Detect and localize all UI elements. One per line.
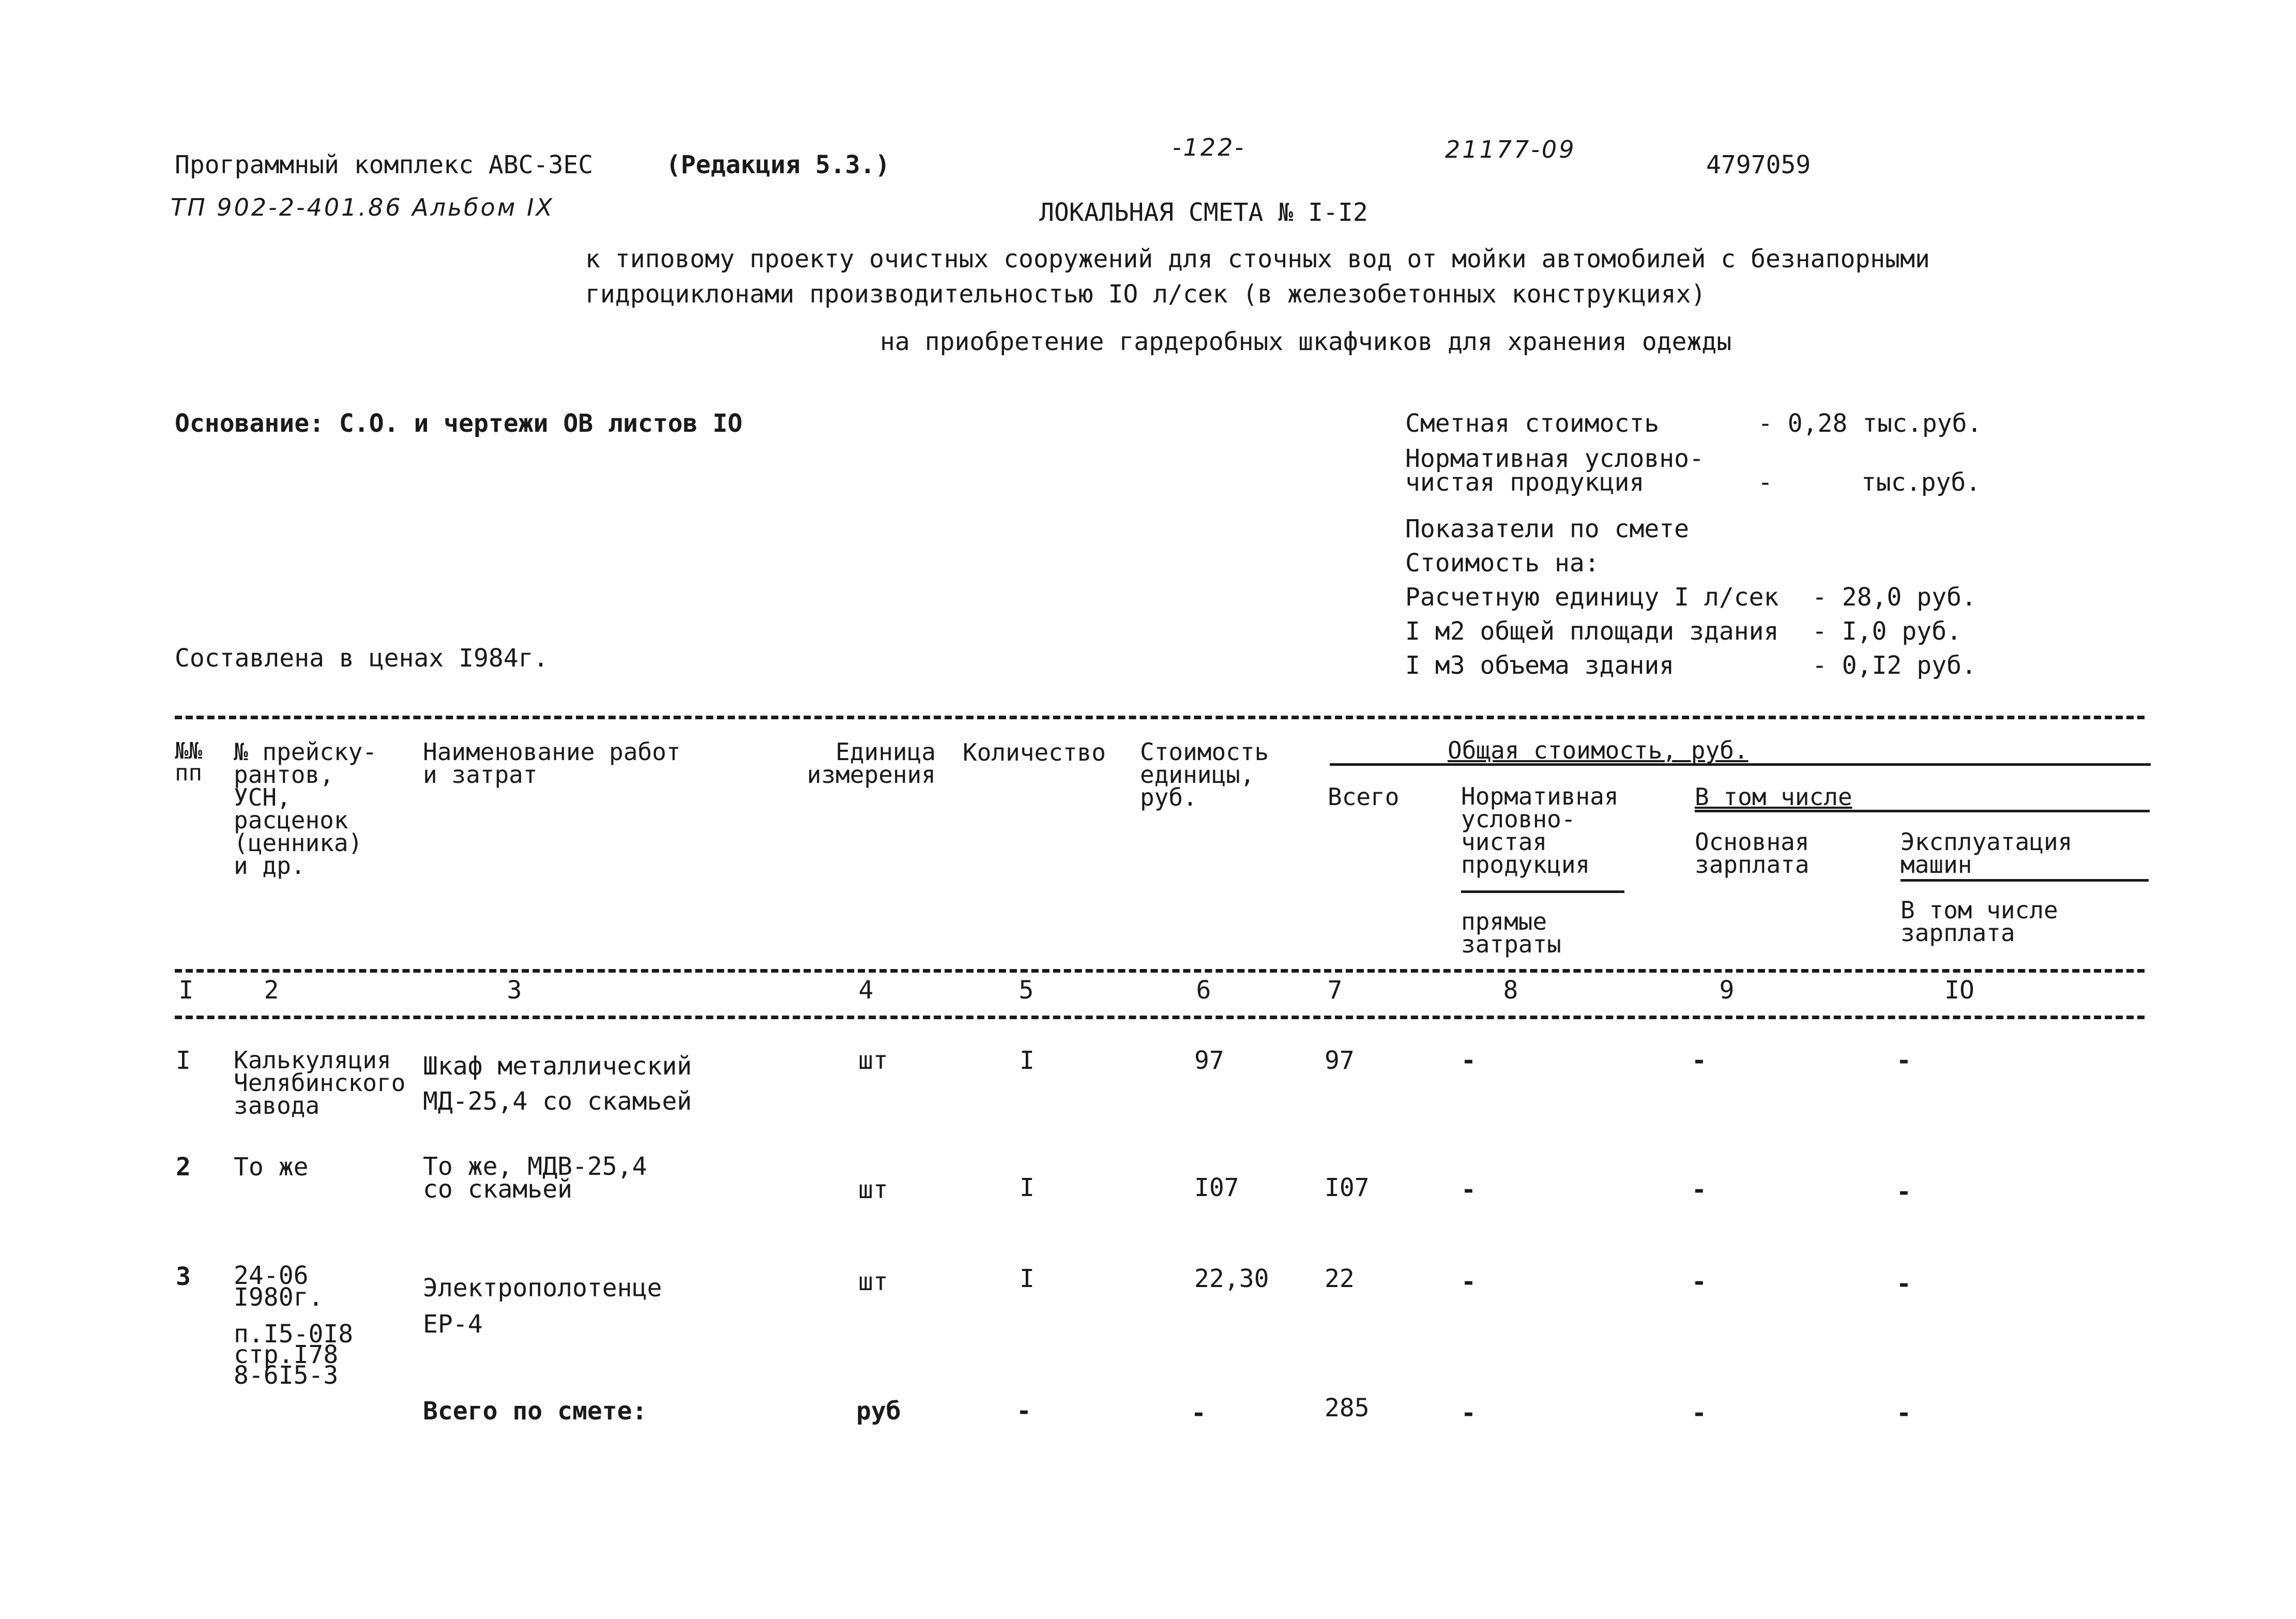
total-group-rule	[1330, 763, 2151, 766]
header-col-10: Эксплуатация машин	[1900, 828, 2073, 879]
table-row-2-col9: -	[1692, 1175, 1707, 1204]
total-row-col9: -	[1692, 1399, 1707, 1428]
header-col-9: Основная зарплата	[1695, 828, 1810, 879]
table-row-2-name: То же, МДВ-25,4 со скамьей	[423, 1152, 647, 1204]
table-row-1-reference: Калькуляция Челябинского завода	[234, 1046, 406, 1119]
table-top-rule	[175, 716, 2145, 719]
total-row-unit-price: -	[1191, 1399, 1206, 1428]
table-row-2-unit: шт	[858, 1175, 888, 1204]
total-row-total: 285	[1325, 1394, 1370, 1423]
header-including: В том числе	[1695, 783, 1852, 811]
table-row-1-total: 97	[1325, 1046, 1355, 1075]
table-row-2-reference: То же	[234, 1153, 309, 1182]
total-row-col8: -	[1461, 1399, 1476, 1428]
total-row-label: Всего по смете:	[423, 1397, 647, 1426]
title-line-2: гидроциклонами производительностью IO л/сек (в железобетонных конструкциях)	[585, 280, 1706, 309]
document-number: 21177-09	[1445, 135, 1576, 163]
header-col-1: №№ пп	[175, 738, 202, 786]
summary-cost-on: Стоимость на:	[1405, 549, 1600, 578]
header-col-4: Единица измерения	[807, 738, 936, 789]
indicator-label-2: I м2 общей площади здания	[1405, 617, 1779, 646]
header-col-3: Наименование работ и затрат	[423, 738, 681, 789]
col-8-rule	[1461, 890, 1624, 893]
summary-norm-dash: -	[1758, 468, 1773, 497]
table-row-2-quantity: I	[1020, 1173, 1035, 1202]
table-row-3-unit-price: 22,30	[1194, 1264, 1269, 1293]
column-number-3: 3	[507, 976, 522, 1005]
column-number-7: 7	[1327, 976, 1343, 1005]
project-reference: ТП 902-2-401.86 Альбом IX	[171, 193, 555, 221]
summary-cost-value: - 0,28 тыс.руб.	[1758, 409, 1982, 438]
table-row-3-total: 22	[1325, 1264, 1355, 1293]
table-row-2-unit-price: I07	[1194, 1173, 1239, 1202]
table-row-1-col10: -	[1896, 1046, 1911, 1075]
header-total-group: Общая стоимость, руб.	[1448, 736, 1748, 764]
indicator-label-3: I м3 объема здания	[1405, 651, 1675, 680]
table-row-3-col9: -	[1692, 1267, 1707, 1296]
table-row-3-col8: -	[1461, 1267, 1476, 1296]
summary-cost-label: Сметная стоимость	[1405, 409, 1660, 438]
table-row-3-quantity: I	[1020, 1264, 1035, 1293]
header-col-7: Всего	[1328, 783, 1400, 811]
column-number-4: 4	[858, 976, 874, 1005]
table-row-2-number: 2	[176, 1153, 191, 1182]
column-number-6: 6	[1196, 976, 1211, 1005]
table-row-3-reference-2: п.I5-0I8 стр.I78 8-6I5-3	[234, 1320, 354, 1390]
column-number-9: 9	[1719, 976, 1735, 1005]
table-row-1-col8: -	[1461, 1046, 1476, 1075]
col-10-rule	[1900, 879, 2149, 882]
column-number-8: 8	[1503, 976, 1518, 1005]
indicator-value-1: - 28,0 руб.	[1812, 583, 1976, 612]
basis-text: Основание: С.О. и чертежи ОВ листов IO	[175, 409, 743, 438]
edition-label: (Редакция 5.3.)	[666, 150, 890, 179]
table-row-2-total: I07	[1325, 1173, 1370, 1202]
column-number-2: 2	[264, 976, 279, 1005]
table-row-1-col9: -	[1692, 1046, 1707, 1075]
total-row-col10: -	[1896, 1399, 1911, 1428]
table-row-1-unit: шт	[858, 1046, 888, 1075]
indicator-value-2: - I,0 руб.	[1812, 617, 1962, 646]
indicator-label-1: Расчетную единицу I л/сек	[1405, 583, 1779, 612]
table-row-1-quantity: I	[1020, 1046, 1035, 1075]
column-number-5: 5	[1018, 976, 1034, 1005]
column-number-1: I	[178, 976, 194, 1005]
header-col-8: Нормативная условно- чистая продукция	[1461, 782, 1619, 879]
column-number-10: IO	[1944, 976, 1974, 1005]
table-row-1-number: I	[176, 1046, 191, 1075]
header-col-2: № прейску- рантов, УСН, расценок (ценника) и др.	[234, 738, 377, 880]
including-rule	[1695, 810, 2150, 812]
header-col-10-sub: В том числе зарплата	[1900, 896, 2058, 947]
inventory-number: 4797059	[1706, 150, 1811, 179]
summary-indicators: Показатели по смете	[1405, 515, 1690, 543]
table-row-2-col10: -	[1896, 1177, 1911, 1206]
header-col-5: Количество	[963, 738, 1106, 766]
table-row-1-name: Шкаф металлический МД-25,4 со скамьей	[423, 1052, 692, 1116]
table-row-3-reference: 24-06 I980г.	[234, 1261, 324, 1312]
program-name: Программный комплекс АВС-3ЕС	[175, 150, 594, 179]
table-row-1-unit-price: 97	[1194, 1046, 1224, 1075]
table-row-3-number: 3	[176, 1262, 191, 1291]
table-row-3-unit: шт	[858, 1267, 888, 1296]
table-row-3-col10: -	[1896, 1269, 1911, 1298]
title-line-1: к типовому проекту очистных сооружений для сточных вод от мойки автомобилей с безнапорными	[585, 245, 1930, 274]
total-row-quantity: -	[1016, 1397, 1031, 1426]
estimate-title: ЛОКАЛЬНАЯ СМЕТА № I-I2	[1039, 198, 1368, 227]
header-bottom-rule	[175, 969, 2145, 973]
indicator-value-3: - 0,I2 руб.	[1812, 651, 1976, 680]
table-row-2-col8: -	[1461, 1175, 1476, 1204]
header-col-6: Стоимость единицы, руб.	[1140, 738, 1269, 811]
header-col-8-sub: прямые затраты	[1461, 907, 1561, 958]
summary-norm-label: Нормативная условно- чистая продукция	[1405, 444, 1704, 497]
title-line-3: на приобретение гардеробных шкафчиков для хранения одежды	[880, 327, 1732, 356]
summary-norm-unit: тыс.руб.	[1861, 468, 1981, 497]
total-row-unit: руб	[856, 1397, 901, 1426]
page-number: -122-	[1173, 133, 1245, 161]
numbers-bottom-rule	[175, 1016, 2145, 1019]
compiled-prices: Составлена в ценах I984г.	[175, 644, 549, 673]
table-row-3-name: Электрополотенце ЕР-4	[423, 1274, 662, 1339]
